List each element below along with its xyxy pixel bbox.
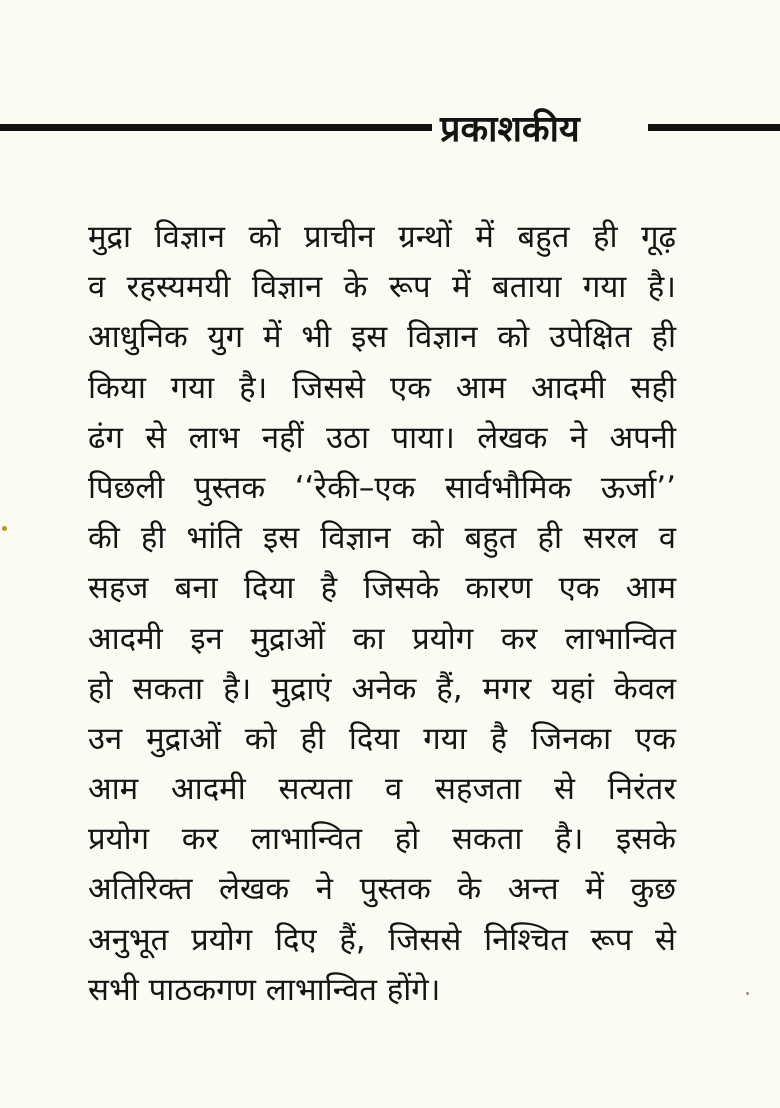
text-line: किया गया है। जिससे एक आम आदमी सही bbox=[88, 369, 676, 406]
body-paragraph bbox=[88, 212, 676, 1015]
page-heading: प्रकाशकीय bbox=[440, 109, 580, 150]
heading-rule-right bbox=[648, 124, 780, 131]
text-line: आधुनिक युग में भी इस विज्ञान को उपेक्षित ही bbox=[88, 319, 676, 356]
text-line: उन मुद्राओं को ही दिया गया है जिनका एक bbox=[88, 720, 676, 757]
text-line: की ही भांति इस विज्ञान को बहुत ही सरल व bbox=[88, 520, 676, 557]
heading-rule-left bbox=[0, 124, 432, 131]
text-line: अतिरिक्त लेखक ने पुस्तक के अन्त में कुछ bbox=[88, 871, 676, 908]
text-line: हो सकता है। मुद्राएं अनेक हैं, मगर यहां केवल bbox=[88, 670, 676, 707]
text-line: आदमी इन मुद्राओं का प्रयोग कर लाभान्वित bbox=[88, 620, 676, 657]
text-line: सभी पाठकगण लाभान्वित होंगे। bbox=[88, 971, 441, 1008]
text-line: प्रयोग कर लाभान्वित हो सकता है। इसके bbox=[88, 821, 676, 858]
text-line: आम आदमी सत्यता व सहजता से निरंतर bbox=[88, 771, 676, 808]
print-speck bbox=[2, 526, 7, 531]
text-line: ढंग से लाभ नहीं उठा पाया। लेखक ने अपनी bbox=[88, 419, 676, 456]
text-line: पिछली पुस्तक ‘‘रेकी–एक सार्वभौमिक ऊर्जा’’ bbox=[88, 469, 676, 506]
text-line: व रहस्यमयी विज्ञान के रूप में बताया गया है। bbox=[88, 269, 676, 306]
print-speck bbox=[746, 992, 749, 995]
text-line: अनुभूत प्रयोग दिए हैं, जिससे निश्चित रूप से bbox=[88, 921, 676, 958]
text-line: मुद्रा विज्ञान को प्राचीन ग्रन्थों में बहुत ही गूढ़ bbox=[88, 219, 676, 255]
text-line: सहज बना दिया है जिसके कारण एक आम bbox=[88, 570, 676, 607]
